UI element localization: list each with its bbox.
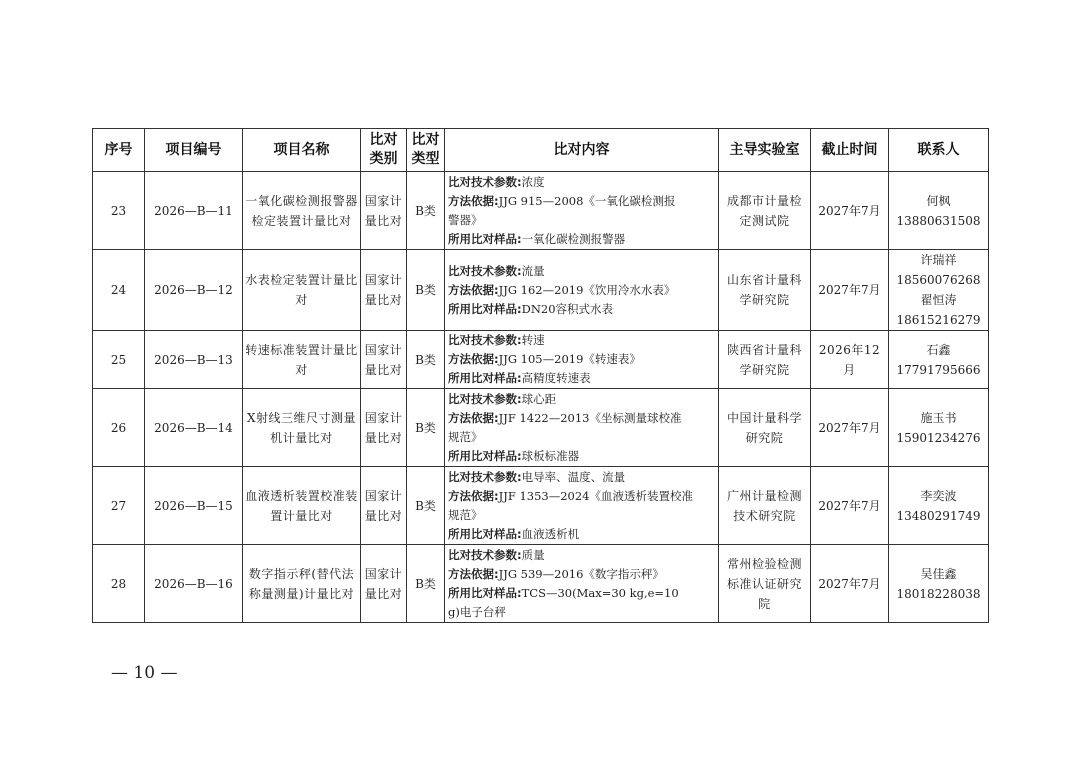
sample-label: 所用比对样品: (448, 526, 522, 541)
method-label: 方法依据: (448, 352, 499, 366)
header-code: 项目编号 (145, 129, 243, 172)
param-value: 质量 (521, 547, 545, 562)
param-label: 比对技术参数: (448, 333, 522, 347)
param-label: 比对技术参数: (448, 391, 522, 406)
table-row (93, 172, 989, 250)
contact-name: 许瑞祥 (920, 253, 957, 267)
row-code: 2026—B—13 (145, 331, 243, 389)
method-value: JJF 1422—2013《坐标测量球校准 (498, 410, 682, 425)
table-row (93, 467, 989, 545)
method-value: JJG 162—2019《饮用冷水水表》 (498, 282, 676, 297)
row-content (445, 467, 719, 545)
row-seq: 24 (93, 250, 145, 331)
row-type: B类 (407, 545, 445, 623)
param-value: 浓度 (521, 174, 545, 189)
param-value: 流量 (521, 263, 545, 278)
row-content (445, 331, 719, 389)
header-row (93, 129, 989, 172)
contact-name: 石鑫 (926, 342, 951, 357)
row-lab: 中国计量科学研究院 (719, 389, 811, 467)
header-type (407, 129, 445, 172)
contact-phone: 13480291749 (896, 508, 981, 523)
header-type-l1: 比对 (411, 132, 440, 148)
row-category: 国家计量比对 (361, 389, 407, 467)
row-name: 血液透析装置校准装置计量比对 (243, 467, 361, 545)
contact-phone-2: 18615216279 (896, 313, 981, 327)
header-content: 比对内容 (445, 129, 719, 172)
contact-phone: 15901234276 (896, 430, 981, 445)
row-contact (889, 331, 989, 389)
method-value-cont: 规范》 (448, 429, 483, 444)
sample-value: 球板标准器 (521, 448, 580, 463)
row-category: 国家计量比对 (361, 545, 407, 623)
param-label: 比对技术参数: (448, 469, 522, 484)
comparison-table (92, 128, 989, 623)
row-contact (889, 389, 989, 467)
contact-phone: 17791795666 (896, 362, 981, 377)
method-label: 方法依据: (448, 488, 499, 503)
row-code: 2026—B—15 (145, 467, 243, 545)
method-label: 方法依据: (448, 193, 499, 208)
method-value: JJF 1353—2024《血液透析装置校准 (498, 488, 693, 503)
header-type-l2: 类型 (411, 151, 440, 167)
sample-label: 所用比对样品: (448, 371, 522, 385)
contact-phone: 13880631508 (896, 213, 981, 228)
param-label: 比对技术参数: (448, 547, 522, 562)
row-content (445, 172, 719, 250)
row-name: 水表检定装置计量比对 (243, 250, 361, 331)
param-label: 比对技术参数: (448, 263, 522, 278)
row-deadline: 2026年12月 (811, 331, 889, 389)
row-deadline: 2027年7月 (811, 467, 889, 545)
row-name: 转速标准装置计量比对 (243, 331, 361, 389)
sample-value: 血液透析机 (521, 526, 580, 541)
row-code: 2026—B—14 (145, 389, 243, 467)
sample-label: 所用比对样品: (448, 448, 522, 463)
row-deadline: 2027年7月 (811, 389, 889, 467)
row-seq: 28 (93, 545, 145, 623)
method-label: 方法依据: (448, 566, 499, 581)
header-category-l1: 比对 (369, 132, 398, 148)
param-label: 比对技术参数: (448, 174, 522, 189)
header-contact: 联系人 (889, 129, 989, 172)
row-deadline: 2027年7月 (811, 545, 889, 623)
row-type: B类 (407, 467, 445, 545)
contact-name: 施玉书 (920, 410, 957, 425)
table-row (93, 250, 989, 331)
row-category: 国家计量比对 (361, 250, 407, 331)
method-value: JJG 915—2008《一氧化碳检测报 (498, 193, 676, 208)
sample-value-cont: g)电子台秤 (448, 604, 506, 619)
row-code: 2026—B—16 (145, 545, 243, 623)
row-lab: 成都市计量检定测试院 (719, 172, 811, 250)
param-value: 转速 (521, 333, 545, 347)
row-content (445, 545, 719, 623)
sample-label: 所用比对样品: (448, 585, 522, 600)
row-content (445, 250, 719, 331)
row-contact (889, 172, 989, 250)
contact-name: 吴佳鑫 (920, 566, 957, 581)
row-category: 国家计量比对 (361, 331, 407, 389)
header-category-l2: 类别 (369, 151, 398, 167)
row-seq: 26 (93, 389, 145, 467)
method-label: 方法依据: (448, 410, 499, 425)
sample-value: DN20容积式水表 (521, 301, 614, 316)
contact-phone: 18018228038 (896, 586, 981, 601)
sample-label: 所用比对样品: (448, 231, 522, 246)
page-number: — 10 — (111, 663, 178, 683)
row-lab: 山东省计量科学研究院 (719, 250, 811, 331)
row-type: B类 (407, 389, 445, 467)
method-value-cont: 规范》 (448, 507, 483, 522)
row-seq: 27 (93, 467, 145, 545)
table-row (93, 545, 989, 623)
contact-name: 何枫 (926, 193, 951, 208)
row-seq: 23 (93, 172, 145, 250)
row-seq: 25 (93, 331, 145, 389)
header-deadline: 截止时间 (811, 129, 889, 172)
sample-value: 高精度转速表 (521, 371, 591, 385)
method-value: JJG 105—2019《转速表》 (498, 352, 641, 366)
row-category: 国家计量比对 (361, 467, 407, 545)
row-type: B类 (407, 331, 445, 389)
method-value: JJG 539—2016《数字指示秤》 (498, 566, 664, 581)
param-value: 球心距 (521, 391, 557, 406)
row-deadline: 2027年7月 (811, 250, 889, 331)
row-type: B类 (407, 172, 445, 250)
sample-label: 所用比对样品: (448, 301, 522, 316)
method-value-cont: 警器》 (448, 212, 483, 227)
header-category (361, 129, 407, 172)
row-lab: 广州计量检测技术研究院 (719, 467, 811, 545)
row-deadline: 2027年7月 (811, 172, 889, 250)
row-code: 2026—B—11 (145, 172, 243, 250)
row-lab: 陕西省计量科学研究院 (719, 331, 811, 389)
contact-name: 李奕波 (920, 488, 957, 503)
row-contact (889, 250, 989, 331)
contact-phone: 18560076268 (896, 273, 981, 287)
row-content (445, 389, 719, 467)
row-lab: 常州检验检测标准认证研究院 (719, 545, 811, 623)
row-contact (889, 545, 989, 623)
row-name: X射线三维尺寸测量机计量比对 (243, 389, 361, 467)
row-type: B类 (407, 250, 445, 331)
sample-value: TCS—30(Max=30 kg,e=10 (521, 585, 679, 600)
row-code: 2026—B—12 (145, 250, 243, 331)
row-contact (889, 467, 989, 545)
contact-name-2: 翟恒涛 (920, 293, 957, 307)
header-name: 项目名称 (243, 129, 361, 172)
param-value: 电导率、温度、流量 (521, 469, 626, 484)
row-name: 一氧化碳检测报警器检定装置计量比对 (243, 172, 361, 250)
row-category: 国家计量比对 (361, 172, 407, 250)
header-lab: 主导实验室 (719, 129, 811, 172)
row-name: 数字指示秤(替代法称量测量)计量比对 (243, 545, 361, 623)
table-row (93, 389, 989, 467)
method-label: 方法依据: (448, 282, 499, 297)
sample-value: 一氧化碳检测报警器 (521, 231, 626, 246)
header-seq: 序号 (93, 129, 145, 172)
table-row (93, 331, 989, 389)
